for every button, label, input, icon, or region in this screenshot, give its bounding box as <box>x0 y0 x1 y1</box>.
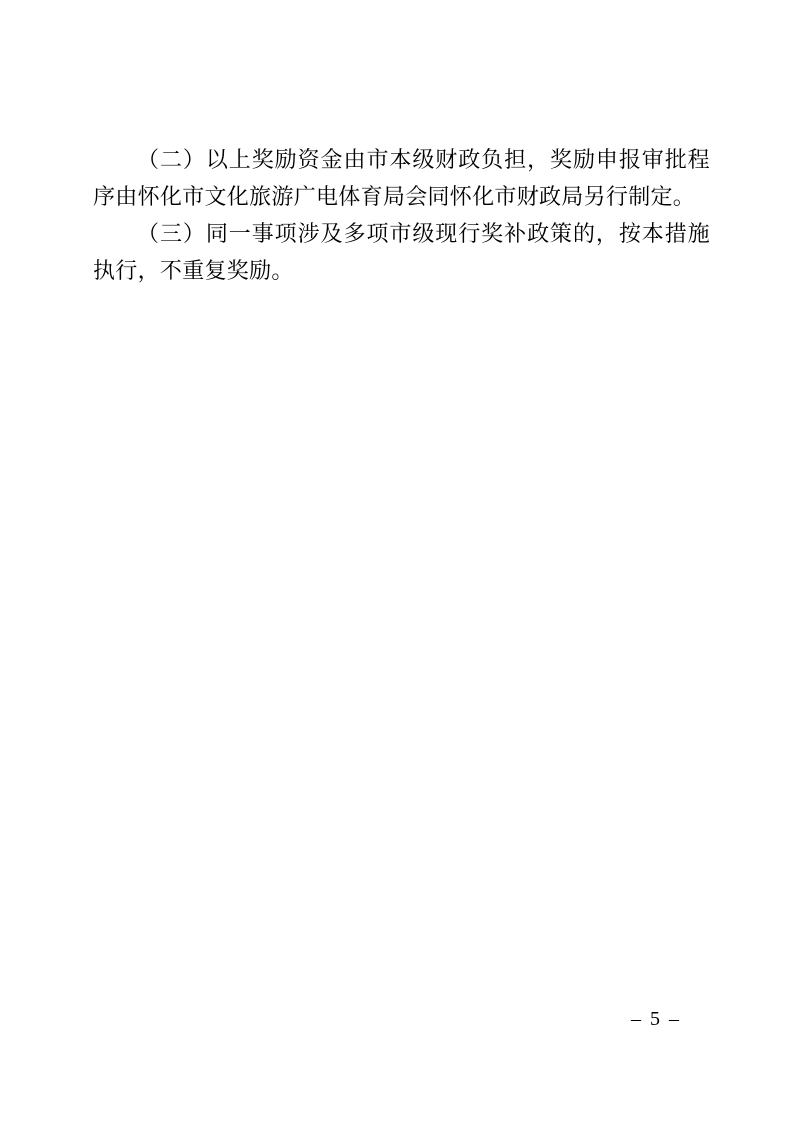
page-number: – 5 – <box>631 1008 681 1030</box>
paragraph-clause-3: （三）同一事项涉及多项市级现行奖补政策的，按本措施执行，不重复奖励。 <box>93 221 710 283</box>
paragraph-clause-2: （二）以上奖励资金由市本级财政负担，奖励申报审批程序由怀化市文化旅游广电体育局会同怀化市财政局另行制定。 <box>93 147 710 209</box>
page-body <box>93 141 710 289</box>
